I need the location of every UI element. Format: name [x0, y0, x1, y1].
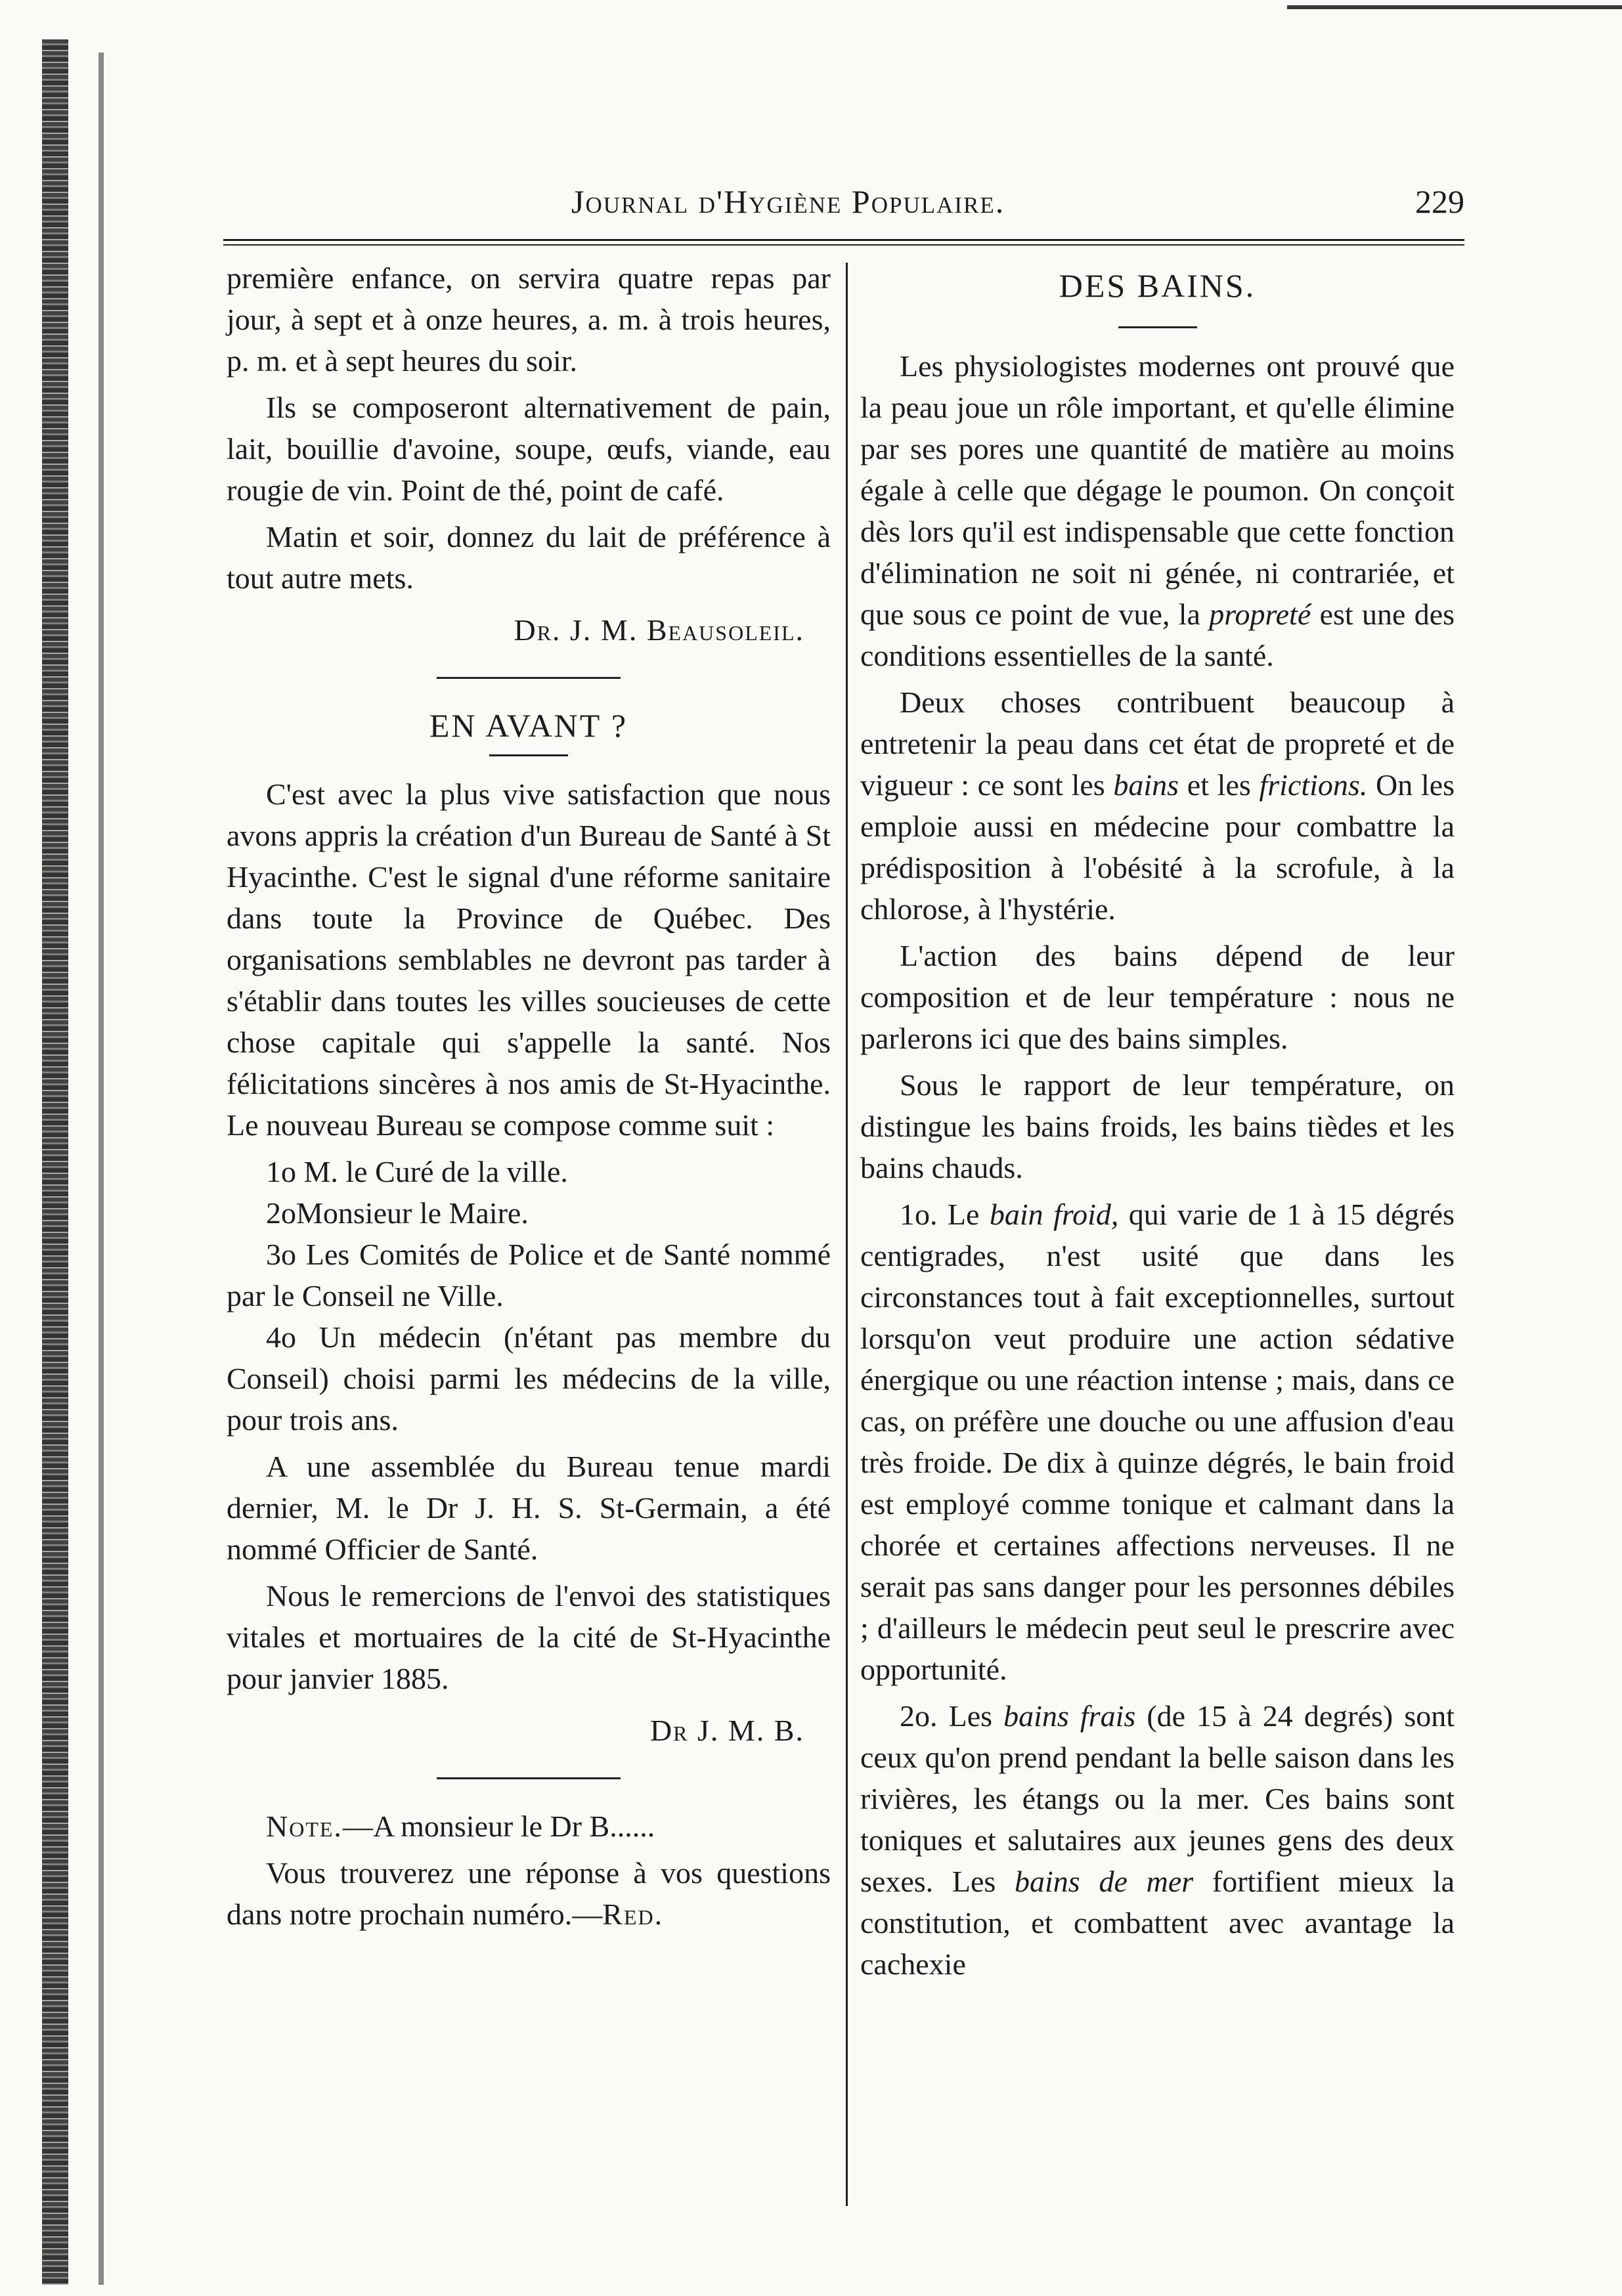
text: Les physiologistes modernes ont prouvé que la peau joue un rôle important, et qu'elle élimine par ses pores une quantité de matière au moins égale à celle que dégage le poumon. On conçoit dès lors qu'il est indispensable que cette fonction d'élimination ne soit ni génée, ni contrariée, et que sous ce point de vue, la [860, 349, 1455, 631]
section-divider [437, 677, 621, 679]
left-column [227, 257, 831, 1940]
paragraph: A une assemblée du Bureau tenue mardi dernier, M. le Dr J. H. S. St-Germain, a été nommé Officier de Santé. [227, 1450, 831, 1566]
list-item: 2oMonsieur le Maire. [266, 1196, 529, 1230]
page-header [223, 183, 1464, 235]
note-signature: Red. [602, 1897, 664, 1931]
emphasis: bain froid, [989, 1198, 1119, 1231]
list-item: 1o M. le Curé de la ville. [266, 1155, 568, 1188]
text: qui varie de 1 à 15 dégrés centigrades, n'est usité que dans les circonstances tout à fait exceptionnelles, surtout lorsqu'on veut produire une action sédative énergique ou une réaction intense ; mais, dans ce cas, on préfère une douche ou une affusion d'eau très froide. De dix à quinze dégrés, le bain froid est employé comme tonique et calmant dans la chorée et certaines affections nerveuses. Il ne serait pas sans danger pour les personnes débiles ; d'ailleurs le médecin peut seul le prescrire avec opportunité. [860, 1198, 1455, 1686]
paragraph: Ils se composeront alternativement de pain, lait, bouillie d'avoine, soupe, œufs, viande, eau rougie de vin. Point de thé, point de café. [227, 391, 831, 507]
signature: Dr J. M. B. [649, 1714, 804, 1747]
header-rule [223, 239, 1464, 241]
emphasis: bains frais [1003, 1699, 1136, 1733]
note-text: —A monsieur le Dr B...... [342, 1809, 655, 1843]
paragraph [860, 345, 1455, 676]
note [227, 1806, 831, 1847]
emphasis: frictions. [1259, 768, 1368, 802]
column-divider [846, 263, 848, 2206]
emphasis: bains [1113, 768, 1179, 802]
section-divider [437, 1777, 621, 1779]
paragraph [860, 1695, 1455, 1985]
list-item: 3o Les Comités de Police et de Santé nommé par le Conseil ne Ville. [227, 1238, 831, 1312]
note-label: Note. [266, 1809, 343, 1843]
text: fortifient mieux la constitution, et combattent avec avantage la cachexie [860, 1865, 1455, 1981]
right-column [860, 257, 1455, 1990]
paragraph: Nous le remercions de l'envoi des statistiques vitales et mortuaires de la cité de St-Hyacinthe pour janvier 1885. [227, 1579, 831, 1695]
page-number: 229 [1415, 183, 1464, 220]
paragraph: L'action des bains dépend de leur composition et de leur température : nous ne parlerons ici que des bains simples. [860, 939, 1455, 1055]
emphasis: propreté [1209, 597, 1311, 631]
running-title: Journal d'Hygiène Populaire. [571, 183, 1005, 220]
paragraph: première enfance, on servira quatre repas par jour, à sept et à onze heures, a. m. à trois heures, p. m. et à sept heures du soir. [227, 261, 831, 378]
section-title: DES BAINS. [1059, 267, 1256, 304]
paragraph [860, 682, 1455, 930]
header-rule-thin [223, 244, 1464, 246]
paragraph: Sous le rapport de leur température, on distingue les bains froids, les bains tièdes et les bains chauds. [860, 1068, 1455, 1184]
note-body-text: Vous trouverez une réponse à vos questions dans notre prochain numéro.— [227, 1856, 831, 1931]
text: (de 15 à 24 degrés) sont ceux qu'on prend pendant la belle saison dans les rivières, les étangs ou la mer. Ces bains sont toniques et salutaires aux jeunes gens des deux sexes. Les [860, 1699, 1455, 1898]
section-title: EN AVANT ? [429, 707, 628, 744]
text: 2o. Les [900, 1699, 993, 1733]
binding-edge [42, 39, 68, 2285]
page-edge-mark [1287, 5, 1622, 9]
paragraph: C'est avec la plus vive satisfaction que nous avons appris la création d'un Bureau de Santé à St Hyacinthe. C'est le signal d'une réforme sanitaire dans toute la Province de Québec. Des organisations semblables ne devront pas tarder à s'établir dans toutes les villes soucieuses de cette chose capitale qui s'appelle la santé. Nos félicitations sincères à nos amis de St-Hyacinthe. Le nouveau Bureau se compose comme suit : [227, 777, 831, 1142]
text: est une des conditions essentielles de la santé. [860, 597, 1455, 672]
note-body [227, 1852, 831, 1935]
title-rule [489, 754, 568, 756]
text: On les emploie aussi en médecine pour combattre la prédisposition à l'obésité à la scrofule, à la chlorose, à l'hystérie. [860, 768, 1455, 926]
binding-shadow [99, 53, 104, 2285]
title-rule [1118, 326, 1197, 328]
text: 1o. Le [900, 1198, 980, 1231]
text: et les [1187, 768, 1251, 802]
text: Deux choses contribuent beaucoup à entretenir la peau dans cet état de propreté et de vigueur : ce sont les [860, 685, 1455, 802]
emphasis: bains de mer [1015, 1865, 1194, 1898]
signature: Dr. J. M. Beausoleil. [514, 613, 804, 647]
paragraph [860, 1194, 1455, 1690]
list-item: 4o Un médecin (n'étant pas membre du Conseil) choisi parmi les médecins de la ville, pour trois ans. [227, 1320, 831, 1437]
paragraph: Matin et soir, donnez du lait de préférence à tout autre mets. [227, 520, 831, 595]
